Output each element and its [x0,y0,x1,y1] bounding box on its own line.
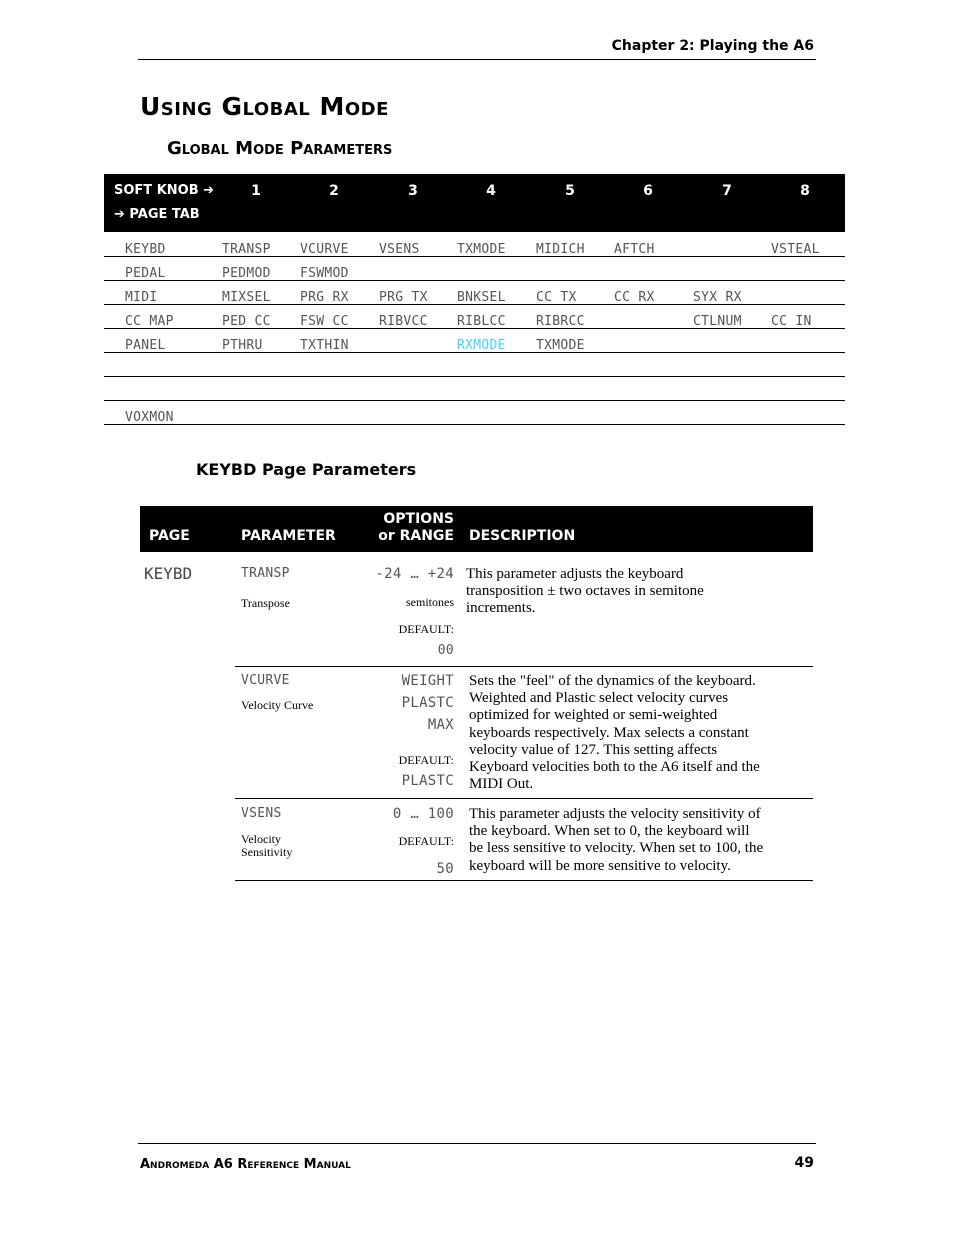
grid-param-cell: RXMODE [457,338,506,353]
grid-param-cell: CTLNUM [693,314,742,329]
desc-line: transposition ± two octaves in semitone [466,583,704,600]
grid-param-cell: SYX RX [693,290,742,305]
param-vsens-fullname [241,833,292,859]
vsens-default-label: DEFAULT: [398,834,454,848]
vsens-description [469,806,763,875]
grid-param-cell: TXMODE [536,338,585,353]
option-plastc: PLASTC [401,695,454,711]
row-divider [235,880,813,881]
grid-param-cell: FSWMOD [300,266,349,281]
desc-line: This parameter adjusts the keyboard [466,566,684,582]
transp-description [466,566,704,618]
option-transp-range: -24 … +24 [375,566,454,582]
col-options-line2: or RANGE [378,528,454,544]
transp-default-label: DEFAULT: [398,622,454,636]
grid-param-cell: VSENS [379,242,420,257]
col-parameter: PARAMETER [241,528,336,544]
desc-line: velocity value of 127. This setting affects [469,741,718,758]
grid-param-cell: VCURVE [300,242,349,257]
knob-4-header: 4 [486,183,496,199]
param-vcurve-fullname: Velocity Curve [241,698,314,712]
grid-param-cell: BNKSEL [457,290,506,305]
knob-6-header: 6 [643,183,653,199]
grid-param-cell: MIDICH [536,242,585,257]
desc-line: MIDI Out. [469,776,534,793]
grid-param-cell: RIBVCC [379,314,428,329]
fullname-line: Sensitivity [241,845,293,859]
knob-3-header: 3 [408,183,418,199]
grid-param-cell: MIXSEL [222,290,271,305]
grid-row [104,401,845,425]
param-table-header [140,506,813,552]
option-weight: WEIGHT [401,673,454,689]
desc-line: keyboards respectively. Max selects a constant [469,724,749,741]
desc-line: keyboard will be more sensitive to velocity. [469,857,731,874]
vcurve-default-label: DEFAULT: [398,753,454,767]
fullname-line: Velocity [241,832,281,846]
header-rule [138,59,816,60]
grid-param-cell: PEDMOD [222,266,271,281]
knob-7-header: 7 [722,183,732,199]
footer-rule [138,1143,816,1144]
grid-param-cell: RIBRCC [536,314,585,329]
grid-param-cell: CC RX [614,290,655,305]
knob-1-header: 1 [251,183,261,199]
grid-row [104,377,845,401]
vcurve-default-value: PLASTC [401,773,454,789]
grid-param-cell: VSTEAL [771,242,820,257]
grid-row [104,281,845,305]
page-tab-label: ➔ PAGE TAB [114,207,200,222]
knob-5-header: 5 [565,183,575,199]
param-vsens: VSENS [241,806,282,821]
row-divider [235,798,813,799]
page-title: Using Global Mode [140,92,389,121]
knob-8-header: 8 [800,183,810,199]
subsection-title: KEYBD Page Parameters [196,460,417,479]
grid-header [104,174,845,232]
grid-param-cell: PRG RX [300,290,349,305]
grid-row [104,305,845,329]
grid-param-cell: AFTCH [614,242,655,257]
desc-line: optimized for weighted or semi-weighted [469,707,718,724]
grid-param-cell: CC IN [771,314,812,329]
soft-knob-label: SOFT KNOB ➔ [114,183,215,198]
vcurve-description [469,673,760,793]
col-page: PAGE [149,528,190,544]
grid-param-cell: CC TX [536,290,577,305]
option-vsens-range: 0 … 100 [392,806,454,822]
grid-param-cell: TRANSP [222,242,271,257]
grid-row [104,233,845,257]
grid-page-cell: PANEL [125,338,166,353]
param-transp-fullname: Transpose [241,596,290,610]
grid-page-cell: VOXMON [125,410,174,425]
grid-page-cell: MIDI [125,290,158,305]
transp-default-value: 00 [437,643,454,658]
param-vcurve: VCURVE [241,673,290,688]
page-number: 49 [794,1155,814,1171]
grid-param-cell: FSW CC [300,314,349,329]
grid-row [104,257,845,281]
grid-param-cell: PED CC [222,314,271,329]
section-title: Global Mode Parameters [167,138,393,159]
grid-page-cell: CC MAP [125,314,174,329]
grid-row [104,329,845,353]
transp-units: semitones [406,595,454,609]
row-divider [235,666,813,667]
desc-line: increments. [466,600,536,617]
col-description: DESCRIPTION [469,528,576,544]
desc-line: This parameter adjusts the velocity sensitivity of [469,806,761,822]
desc-line: Keyboard velocities both to the A6 itself and the [469,759,760,776]
vsens-default-value: 50 [436,861,454,877]
grid-param-cell: PTHRU [222,338,263,353]
knob-2-header: 2 [329,183,339,199]
grid-page-cell: PEDAL [125,266,166,281]
page-name-keybd: KEYBD [144,564,193,583]
footer-title: Andromeda A6 Reference Manual [140,1157,351,1172]
col-options-line1: OPTIONS [383,511,454,527]
desc-line: Weighted and Plastic select velocity curves [469,690,729,707]
grid-row [104,353,845,377]
desc-line: Sets the "feel" of the dynamics of the keyboard. [469,673,756,689]
desc-line: the keyboard. When set to 0, the keyboard will [469,823,750,840]
grid-param-cell: RIBLCC [457,314,506,329]
grid-page-cell: KEYBD [125,242,166,257]
grid-param-cell: TXMODE [457,242,506,257]
grid-param-cell: TXTHIN [300,338,349,353]
running-head: Chapter 2: Playing the A6 [611,38,814,54]
option-max: MAX [427,717,454,733]
grid-param-cell: PRG TX [379,290,428,305]
desc-line: be less sensitive to velocity. When set to 100, the [469,840,764,857]
param-transp: TRANSP [241,566,290,581]
